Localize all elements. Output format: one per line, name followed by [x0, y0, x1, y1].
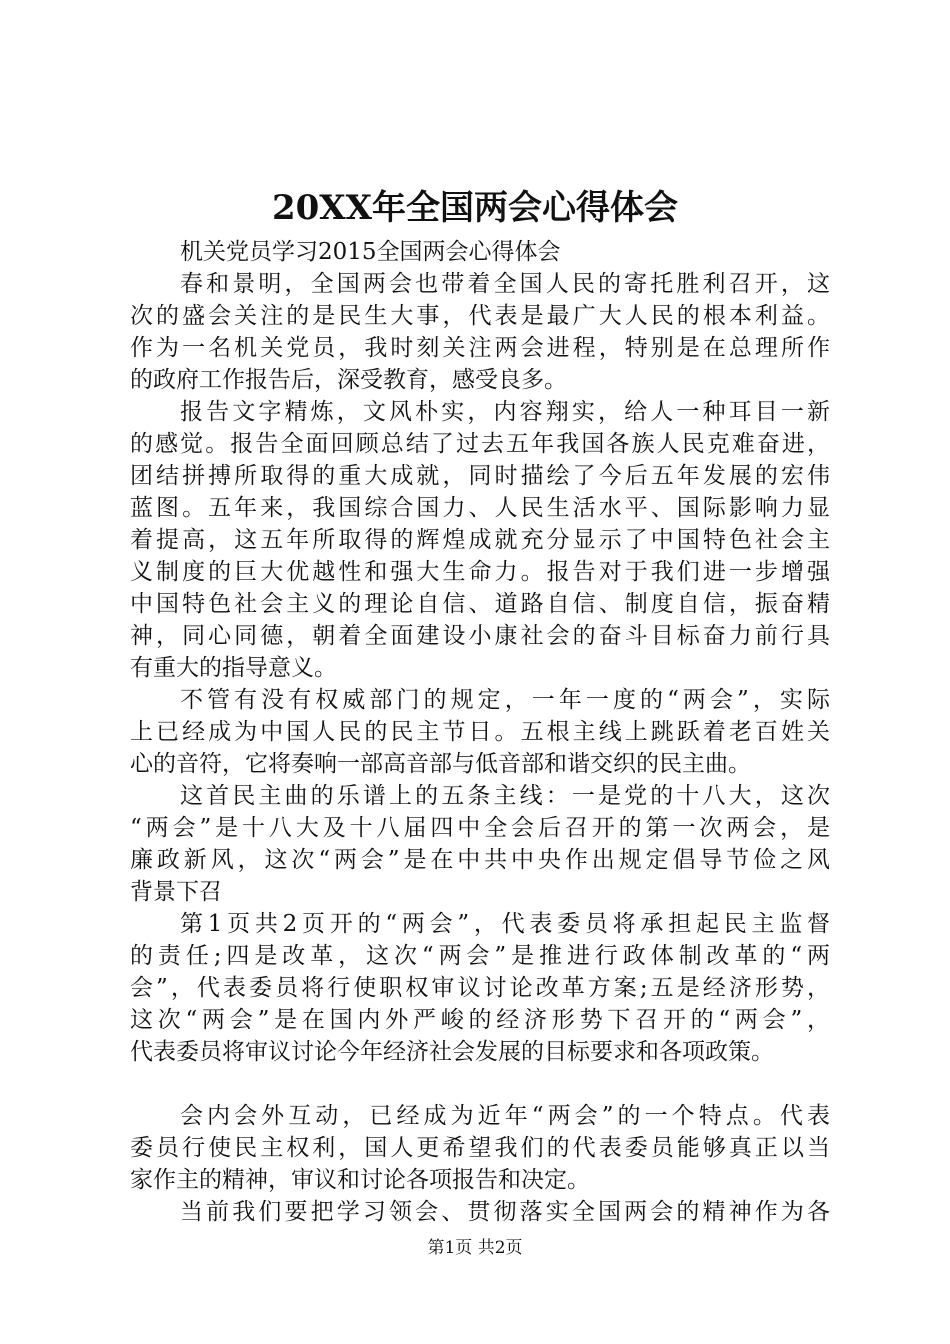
paragraph-line: 报告文字精炼，文风朴实，内容翔实，给人一种耳目一新: [180, 399, 830, 425]
paragraph-line: 会”，代表委员将行使职权审议讨论改革方案;五是经济形势，: [130, 975, 830, 1001]
paragraph-line: 会内会外互动，已经成为近年“两会”的一个特点。代表: [180, 1103, 830, 1129]
page-footer: 第1页 共2页: [427, 1238, 523, 1258]
paragraph-line: 的感觉。报告全面回顾总结了过去五年我国各族人民克难奋进，: [130, 431, 830, 457]
blank-line: [130, 1068, 830, 1100]
paragraph-line: 有重大的指导意义。: [130, 655, 337, 681]
paragraph-line: 不管有没有权威部门的规定，一年一度的“两会”，实际: [180, 687, 830, 713]
paragraph-line: 着提高，这五年所取得的辉煌成就充分显示了中国特色社会主: [130, 527, 830, 553]
paragraph-line: 作为一名机关党员，我时刻关注两会进程，特别是在总理所作: [130, 335, 830, 361]
paragraph-line: 中国特色社会主义的理论自信、道路自信、制度自信，振奋精: [130, 591, 830, 617]
paragraph-line: 背景下召: [130, 879, 222, 905]
paragraph-line: 第1页共2页开的“两会”，代表委员将承担起民主监督: [180, 911, 830, 937]
paragraph-line: 代表委员将审议讨论今年经济社会发展的目标要求和各项政策。: [130, 1039, 774, 1065]
document-body: [130, 236, 830, 1228]
paragraph-line: 廉政新风，这次“两会”是在中共中央作出规定倡导节俭之风: [130, 847, 830, 873]
paragraph-line: 当前我们要把学习领会、贯彻落实全国两会的精神作为各: [180, 1199, 830, 1225]
paragraph-line: 次的盛会关注的是民生大事，代表是最广大人民的根本利益。: [130, 303, 830, 329]
paragraph-line: 义制度的巨大优越性和强大生命力。报告对于我们进一步增强: [130, 559, 830, 585]
paragraph-line: 这次“两会”是在国内外严峻的经济形势下召开的“两会”，: [130, 1007, 830, 1033]
paragraph-line: 这首民主曲的乐谱上的五条主线：一是党的十八大，这次: [180, 783, 830, 809]
paragraph-line: 蓝图。五年来，我国综合国力、人民生活水平、国际影响力显: [130, 495, 830, 521]
paragraph-line: 神，同心同德，朝着全面建设小康社会的奋斗目标奋力前行具: [130, 623, 830, 649]
paragraph-line: 委员行使民主权利，国人更希望我们的代表委员能够真正以当: [130, 1135, 830, 1161]
paragraph-line: 团结拼搏所取得的重大成就，同时描绘了今后五年发展的宏伟: [130, 463, 830, 489]
paragraph-line: 心的音符，它将奏响一部高音部与低音部和谐交织的民主曲。: [130, 751, 751, 777]
paragraph-line: 家作主的精神，审议和讨论各项报告和决定。: [130, 1167, 590, 1193]
paragraph-line: 的责任;四是改革，这次“两会”是推进行政体制改革的“两: [130, 943, 830, 969]
paragraph-line: 春和景明，全国两会也带着全国人民的寄托胜利召开，这: [180, 271, 830, 297]
document-title: 20XX年全国两会心得体会: [271, 188, 679, 228]
paragraph-line: “两会”是十八大及十八届四中全会后召开的第一次两会，是: [130, 815, 830, 841]
paragraph-line: 机关党员学习2015全国两会心得体会: [180, 239, 561, 265]
paragraph-line: 上已经成为中国人民的民主节日。五根主线上跳跃着老百姓关: [130, 719, 830, 745]
paragraph-line: 的政府工作报告后，深受教育，感受良多。: [130, 367, 567, 393]
